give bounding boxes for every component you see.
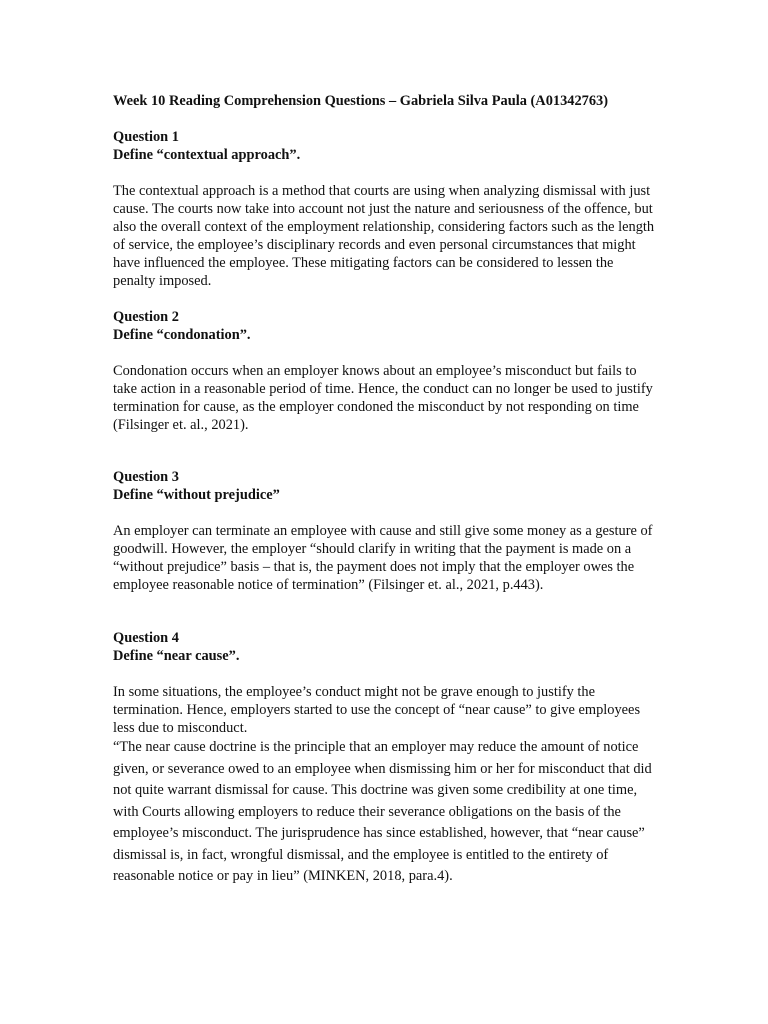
question-2-answer: Condonation occurs when an employer knows about an employee’s misconduct but fails to take action in a reasonable period of time. Hence, the conduct can no longer be used to justify termination for cause, as the employer condoned the misconduct by not responding on time (Filsinger et. al., 2021). <box>113 363 653 433</box>
question-1-answer: The contextual approach is a method that courts are using when analyzing dismissal with just cause. The courts now take into account not just the nature and seriousness of the offence, but also the overall context of the employment relationship, considering factors such as the length of service, the employee’s disciplinary records and even personal circumstances that might have influenced the employee. These mitigating factors can be considered to lessen the penalty imposed. <box>113 183 655 289</box>
question-3-section <box>113 468 658 594</box>
question-2-label: Question 2 <box>113 309 179 325</box>
question-4-answer: In some situations, the employee’s conduct might not be grave enough to justify the termination. Hence, employers started to use the concept of “near cause” to give employees less due to misconduct. <box>113 684 641 736</box>
question-4-prompt: Define “near cause”. <box>113 648 240 664</box>
question-4-section <box>113 629 658 888</box>
question-3-label: Question 3 <box>113 469 179 485</box>
question-1-section <box>113 128 658 290</box>
question-2-section <box>113 308 658 434</box>
document-page <box>113 92 658 888</box>
question-2-prompt: Define “condonation”. <box>113 327 251 343</box>
question-4-quote: “The near cause doctrine is the principle that an employer may reduce the amount of notice given, or severance owed to an employee when dismissing him or her for misconduct that did not quite warrant dismissal for cause. This doctrine was given some credibility at one time, with Courts allowing employers to reduce their severance obligations on the basis of the employee’s misconduct. The jurisprudence has since established, however, that “near cause” dismissal is, in fact, wrongful dismissal, and the employee is entitled to the entirety of reasonable notice or pay in lieu” (MINKEN, 2018, para.4). <box>113 739 652 884</box>
question-4-label: Question 4 <box>113 630 179 646</box>
document-title: Week 10 Reading Comprehension Questions – Gabriela Silva Paula (A01342763) <box>113 93 609 109</box>
question-3-answer: An employer can terminate an employee with cause and still give some money as a gesture of goodwill. However, the employer “should clarify in writing that the payment is made on a “without prejudice” basis – that is, the payment does not imply that the employer owes the employee reasonable notice of termination” (Filsinger et. al., 2021, p.443). <box>113 523 653 593</box>
question-3-prompt: Define “without prejudice” <box>113 487 280 503</box>
question-1-label: Question 1 <box>113 129 179 145</box>
question-1-prompt: Define “contextual approach”. <box>113 147 301 163</box>
